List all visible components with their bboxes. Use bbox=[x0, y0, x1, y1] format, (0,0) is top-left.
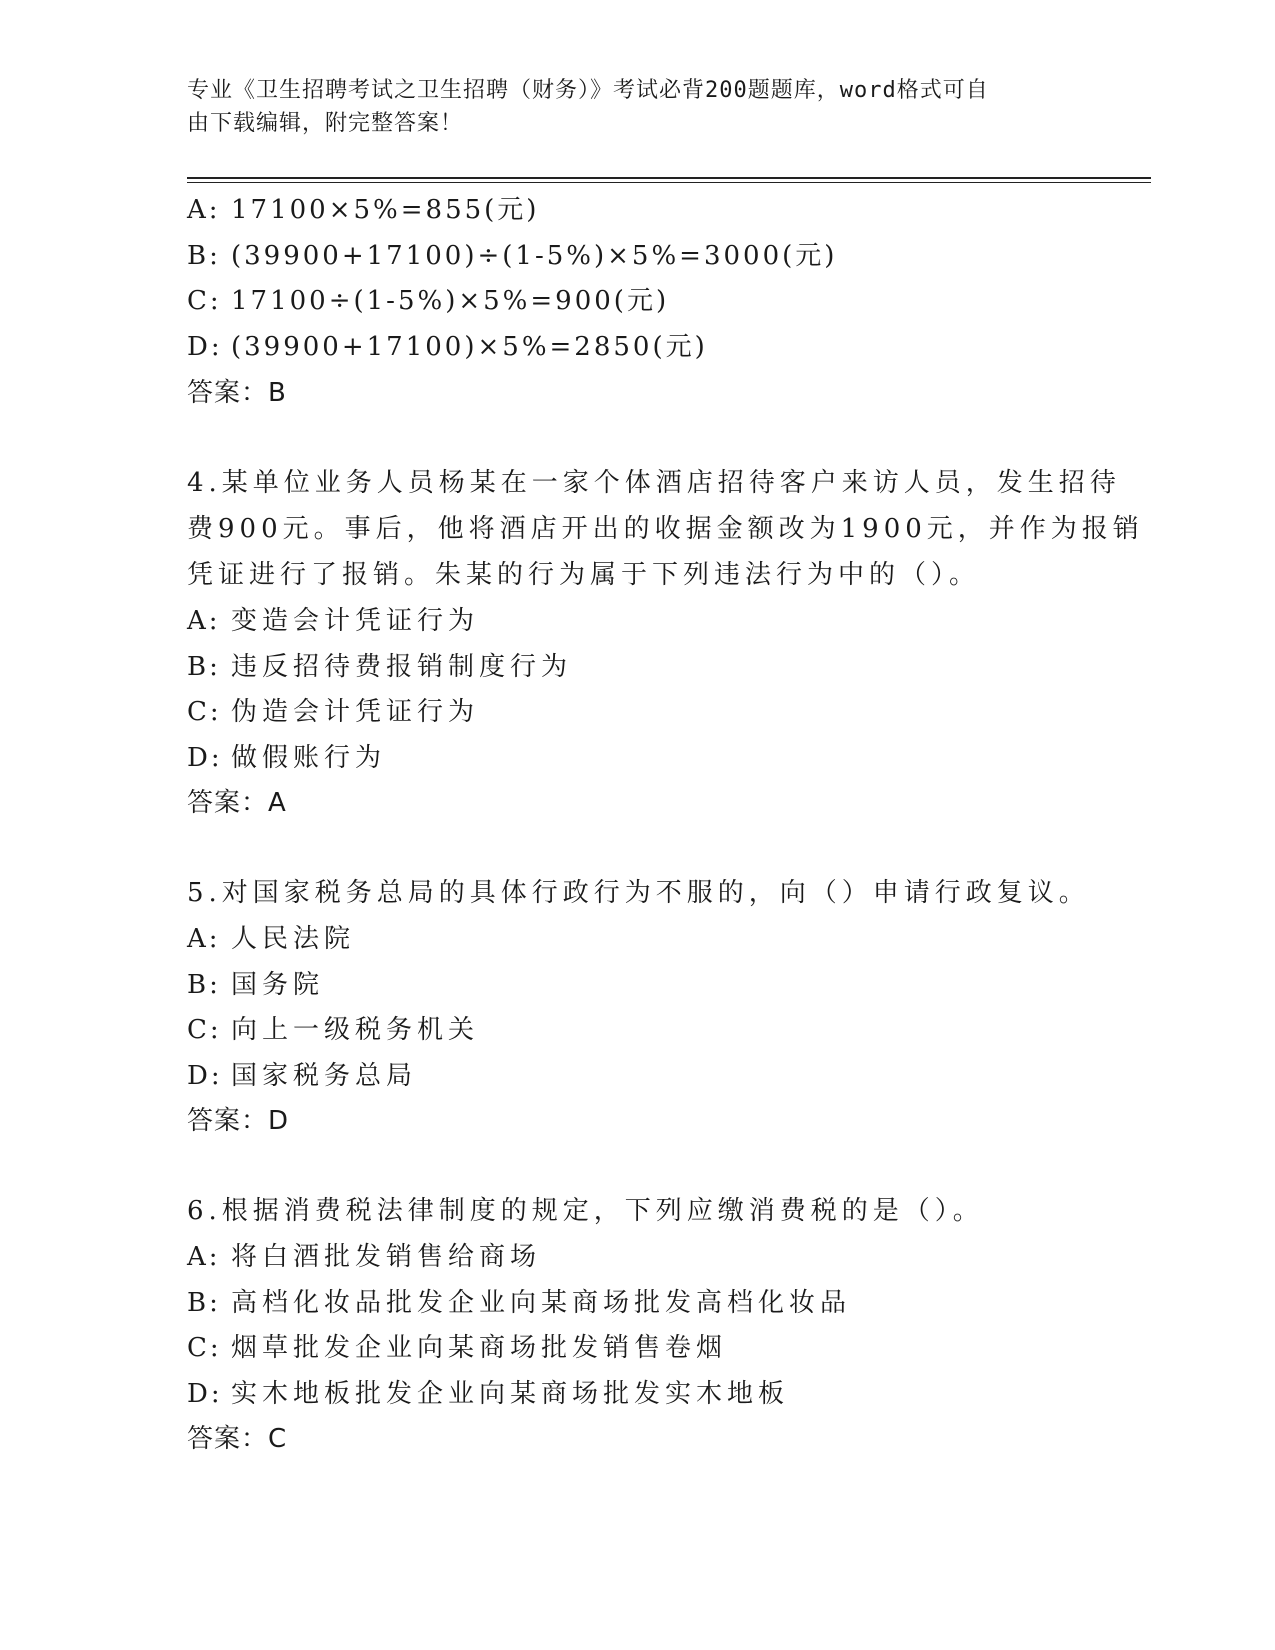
option-text: 将白酒批发销售给商场 bbox=[231, 1242, 542, 1272]
option-b bbox=[187, 234, 1087, 280]
option-text: 违反招待费报销制度行为 bbox=[231, 651, 573, 682]
option-text: 高档化妆品批发企业向某商场批发高档化妆品 bbox=[231, 1287, 852, 1318]
option-text: 实木地板批发企业向某商场批发实木地板 bbox=[231, 1378, 790, 1409]
question-stem-line: 5.对国家税务总局的具体行政行为不服的，向（）申请行政复议。 bbox=[187, 878, 1090, 908]
option-a bbox=[187, 1234, 1087, 1280]
option-text: 向上一级税务机关 bbox=[231, 1015, 480, 1045]
header-line-2: 由下载编辑，附完整答案！ bbox=[187, 111, 464, 136]
option-c bbox=[187, 1325, 1087, 1371]
option-a bbox=[187, 598, 1087, 644]
header-divider-thick bbox=[187, 177, 1151, 179]
option-d bbox=[187, 325, 1087, 371]
option-key: B: bbox=[187, 240, 221, 271]
answer-line: 答案：D bbox=[187, 1106, 290, 1136]
option-key: B: bbox=[187, 1287, 221, 1318]
option-key: A: bbox=[187, 924, 221, 954]
option-text: 伪造会计凭证行为 bbox=[231, 697, 480, 727]
option-text: 人民法院 bbox=[231, 924, 356, 954]
option-text: (39900+17100)×5%=2850(元) bbox=[231, 331, 708, 362]
option-text: 做假账行为 bbox=[231, 742, 387, 773]
option-key: A: bbox=[187, 1242, 221, 1272]
option-key: D: bbox=[187, 1378, 223, 1409]
option-a bbox=[187, 916, 1087, 962]
option-key: C: bbox=[187, 697, 222, 727]
option-text: 烟草批发企业向某商场批发销售卷烟 bbox=[231, 1333, 728, 1363]
header-divider-thin bbox=[187, 182, 1151, 183]
option-d bbox=[187, 735, 1087, 781]
option-key: B: bbox=[187, 969, 221, 1000]
option-c bbox=[187, 689, 1087, 735]
option-key: D: bbox=[187, 331, 223, 362]
option-c bbox=[187, 1007, 1087, 1053]
option-text: 国家税务总局 bbox=[231, 1060, 418, 1091]
header-line-1: 专业《卫生招聘考试之卫生招聘（财务）》考试必背200题题库，word格式可自 bbox=[187, 78, 989, 103]
option-c bbox=[187, 279, 1087, 325]
option-key: B: bbox=[187, 651, 221, 682]
option-key: C: bbox=[187, 286, 222, 316]
question-3 bbox=[187, 188, 1087, 416]
question-stem-line: 4.某单位业务人员杨某在一家个体酒店招待客户来访人员，发生招待 bbox=[187, 468, 1121, 498]
option-text: 17100×5%=855(元) bbox=[231, 195, 540, 225]
option-a bbox=[187, 188, 1087, 234]
answer-line: 答案：C bbox=[187, 1424, 288, 1454]
option-key: D: bbox=[187, 1060, 223, 1091]
option-b bbox=[187, 644, 1087, 690]
question-4 bbox=[187, 460, 1144, 826]
option-key: A: bbox=[187, 606, 221, 636]
question-stem-line: 费900元。事后，他将酒店开出的收据金额改为1900元，并作为报销 bbox=[187, 514, 1144, 544]
question-stem-line: 6.根据消费税法律制度的规定，下列应缴消费税的是（）。 bbox=[187, 1196, 984, 1226]
option-b bbox=[187, 962, 1087, 1008]
option-text: 国务院 bbox=[231, 969, 325, 1000]
option-text: (39900+17100)÷(1-5%)×5%=3000(元) bbox=[231, 240, 838, 271]
option-d bbox=[187, 1371, 1087, 1417]
option-key: D: bbox=[187, 742, 223, 773]
question-list bbox=[187, 188, 1144, 1462]
question-stem-line: 凭证进行了报销。朱某的行为属于下列违法行为中的（）。 bbox=[187, 560, 981, 590]
option-d bbox=[187, 1053, 1087, 1099]
option-b bbox=[187, 1280, 1087, 1326]
option-key: C: bbox=[187, 1333, 222, 1363]
option-text: 变造会计凭证行为 bbox=[231, 606, 480, 636]
option-key: A: bbox=[187, 195, 221, 225]
document-header bbox=[187, 74, 1087, 140]
question-5 bbox=[187, 870, 1090, 1144]
answer-line: 答案：A bbox=[187, 788, 287, 818]
option-key: C: bbox=[187, 1015, 222, 1045]
question-6 bbox=[187, 1188, 1087, 1462]
answer-line: 答案：B bbox=[187, 378, 287, 408]
option-text: 17100÷(1-5%)×5%=900(元) bbox=[231, 286, 670, 316]
